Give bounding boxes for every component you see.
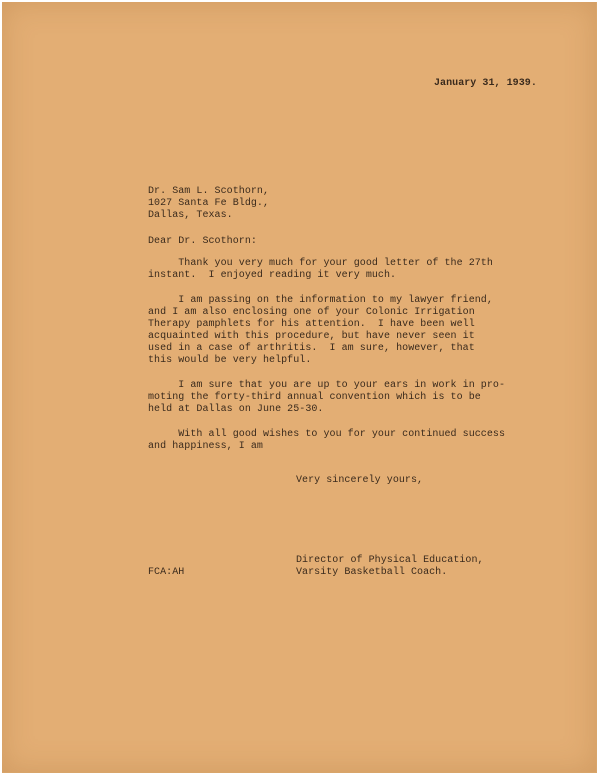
signature-title-line-2: Varsity Basketball Coach. — [296, 567, 448, 578]
paragraph-4-line-1: With all good wishes to you for your continued success — [148, 429, 506, 440]
recipient-name: Dr. Sam L. Scothorn, — [148, 186, 270, 197]
paragraph-1-line-2: instant. I enjoyed reading it very much. — [148, 270, 397, 281]
paragraph-2-line-6: this would be very helpful. — [148, 355, 312, 366]
paragraph-2-line-5: used in a case of arthritis. I am sure, however, that — [148, 343, 475, 354]
paragraph-4-line-2: and happiness, I am — [148, 441, 263, 452]
closing: Very sincerely yours, — [296, 475, 424, 486]
paragraph-2-line-2: and I am also enclosing one of your Colonic Irrigation — [148, 307, 475, 318]
paragraph-2-line-1: I am passing on the information to my lawyer friend, — [148, 295, 493, 306]
recipient-street: 1027 Santa Fe Bldg., — [148, 198, 270, 209]
paragraph-2-line-4: acquainted with this procedure, but have never seen it — [148, 331, 475, 342]
paragraph-2-line-3: Therapy pamphlets for his attention. I have been well — [148, 319, 475, 330]
paragraph-3-line-2: moting the forty-third annual convention which is to be — [148, 392, 481, 403]
paragraph-3-line-1: I am sure that you are up to your ears in work in pro- — [148, 380, 506, 391]
salutation: Dear Dr. Scothorn: — [148, 236, 257, 247]
letter-date: January 31, 1939. — [434, 78, 537, 89]
recipient-city: Dallas, Texas. — [148, 210, 233, 221]
paragraph-1-line-1: Thank you very much for your good letter of the 27th — [148, 258, 493, 269]
signature-title-line-1: Director of Physical Education, — [296, 555, 484, 566]
letter-page — [2, 2, 597, 773]
paragraph-3-line-3: held at Dallas on June 25-30. — [148, 404, 324, 415]
reference-initials: FCA:AH — [148, 567, 185, 578]
